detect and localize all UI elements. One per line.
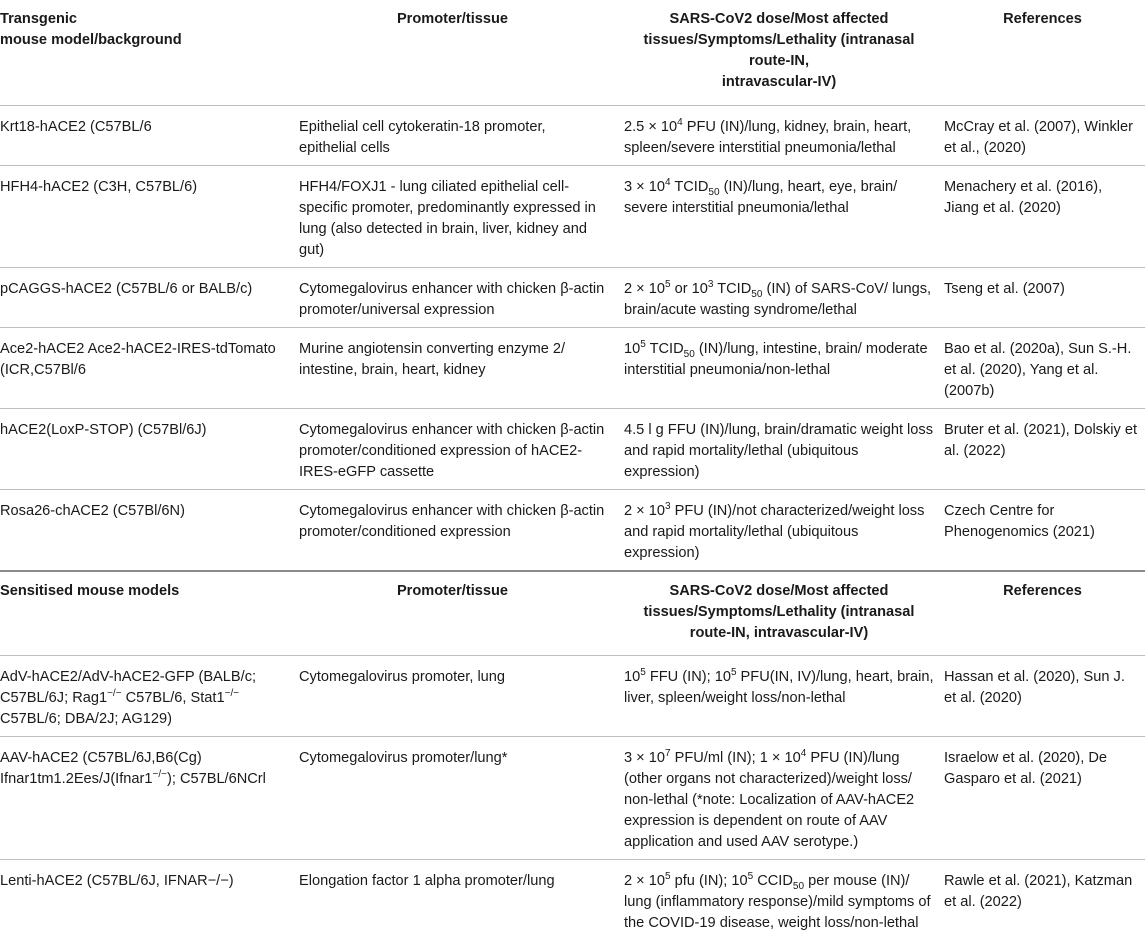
header-references: References <box>938 571 1145 656</box>
cell-model: hACE2(LoxP-STOP) (C57Bl/6J) <box>0 409 285 490</box>
header-model: Sensitised mouse models <box>0 571 285 656</box>
cell-model: Rosa26-chACE2 (C57Bl/6N) <box>0 490 285 572</box>
cell-promoter: Elongation factor 1 alpha promoter/lung <box>285 860 610 940</box>
table-header-sensitised <box>0 571 1145 656</box>
cell-references: Israelow et al. (2020), De Gasparo et al. (2021) <box>938 737 1145 860</box>
cell-references: Czech Centre for Phenogenomics (2021) <box>938 490 1145 572</box>
cell-dose: 4.5 l g FFU (IN)/lung, brain/dramatic weight loss and rapid mortality/lethal (ubiquitous expression) <box>610 409 938 490</box>
header-model: Transgenic mouse model/background <box>0 0 285 106</box>
cell-dose: $2.5 \times 10^4$ PFU (IN)/lung, kidney, brain, heart, spleen/severe interstitial pneumonia/lethal <box>610 106 938 166</box>
cell-dose: $2 \times 10^5$ or $10^3$ $TCID_{50}$ (IN) of SARS-CoV/ lungs, brain/acute wasting syndrome/lethal <box>610 268 938 328</box>
table-row <box>0 737 1145 860</box>
cell-model: pCAGGS-hACE2 (C57BL/6 or BALB/c) <box>0 268 285 328</box>
table-row <box>0 106 1145 166</box>
cell-model: AAV-hACE2 (C57BL/6J,B6(Cg) Ifnar1tm1.2Ees/J(Ifnar1−/−); C57BL/6NCrl <box>0 737 285 860</box>
cell-promoter: HFH4/FOXJ1 - lung ciliated epithelial cell-specific promoter, predominantly expressed in lung (also detected in brain, liver, kidney and gut) <box>285 166 610 268</box>
table-row <box>0 268 1145 328</box>
cell-promoter: Cytomegalovirus enhancer with chicken β-actin promoter/conditioned expression of hACE2-IRES-eGFP cassette <box>285 409 610 490</box>
table-header-transgenic <box>0 0 1145 106</box>
cell-dose: $3 \times 10^7$ PFU/ml (IN); $1 \times 10^4$ PFU (IN)/lung (other organs not characterized)/weight loss/ non-lethal (*note: Localization of AAV-hACE2 expression is dependent on route of AAV application and used AAV serotype.) <box>610 737 938 860</box>
cell-model: Ace2-hACE2 Ace2-hACE2-IRES-tdTomato (ICR,C57Bl/6 <box>0 328 285 409</box>
cell-references: Rawle et al. (2021), Katzman et al. (2022) <box>938 860 1145 940</box>
cell-dose: $10^5$ FFU (IN); $10^5$ PFU(IN, IV)/lung, heart, brain, liver, spleen/weight loss/non-lethal <box>610 656 938 737</box>
table-row <box>0 328 1145 409</box>
table-row <box>0 409 1145 490</box>
cell-model: AdV-hACE2/AdV-hACE2-GFP (BALB/c; C57BL/6J; Rag1−/− C57BL/6, Stat1−/− C57BL/6; DBA/2J; AG129) <box>0 656 285 737</box>
header-dose: SARS-CoV2 dose/Most affected tissues/Symptoms/Lethality (intranasal route-IN, intravascular-IV) <box>610 0 938 106</box>
cell-references: Menachery et al. (2016), Jiang et al. (2020) <box>938 166 1145 268</box>
cell-dose: $3 \times 10^4$ $TCID_{50}$ (IN)/lung, heart, eye, brain/ severe interstitial pneumonia/lethal <box>610 166 938 268</box>
cell-promoter: Cytomegalovirus enhancer with chicken β-actin promoter/universal expression <box>285 268 610 328</box>
table-row <box>0 166 1145 268</box>
cell-references: Hassan et al. (2020), Sun J. et al. (2020) <box>938 656 1145 737</box>
cell-references: Bruter et al. (2021), Dolskiy et al. (2022) <box>938 409 1145 490</box>
cell-promoter: Cytomegalovirus promoter, lung <box>285 656 610 737</box>
table-row <box>0 860 1145 940</box>
header-promoter: Promoter/tissue <box>285 571 610 656</box>
cell-dose: $10^5$ $TCID_{50}$ (IN)/lung, intestine, brain/ moderate interstitial pneumonia/non-lethal <box>610 328 938 409</box>
cell-model: Krt18-hACE2 (C57BL/6 <box>0 106 285 166</box>
cell-promoter: Epithelial cell cytokeratin-18 promoter, epithelial cells <box>285 106 610 166</box>
header-promoter: Promoter/tissue <box>285 0 610 106</box>
cell-references: Bao et al. (2020a), Sun S.-H. et al. (2020), Yang et al. (2007b) <box>938 328 1145 409</box>
cell-dose: $2 \times 10^3$ PFU (IN)/not characterized/weight loss and rapid mortality/lethal (ubiquitous expression) <box>610 490 938 572</box>
table-row <box>0 656 1145 737</box>
header-dose: SARS-CoV2 dose/Most affected tissues/Symptoms/Lethality (intranasal route-IN, intravascular-IV) <box>610 571 938 656</box>
cell-references: Tseng et al. (2007) <box>938 268 1145 328</box>
header-references: References <box>938 0 1145 106</box>
cell-dose: $2 \times 10^5$ pfu (IN); $10^5$ $CCID_{50}$ per mouse (IN)/ lung (inflammatory response)/mild symptoms of the COVID-19 disease, weight loss/non-lethal <box>610 860 938 940</box>
cell-promoter: Murine angiotensin converting enzyme 2/ intestine, brain, heart, kidney <box>285 328 610 409</box>
cell-promoter: Cytomegalovirus enhancer with chicken β-actin promoter/conditioned expression <box>285 490 610 572</box>
table-row <box>0 490 1145 572</box>
cell-references: McCray et al. (2007), Winkler et al., (2020) <box>938 106 1145 166</box>
cell-model: HFH4-hACE2 (C3H, C57BL/6) <box>0 166 285 268</box>
cell-promoter: Cytomegalovirus promoter/lung* <box>285 737 610 860</box>
cell-model: Lenti-hACE2 (C57BL/6J, IFNAR−/−) <box>0 860 285 940</box>
